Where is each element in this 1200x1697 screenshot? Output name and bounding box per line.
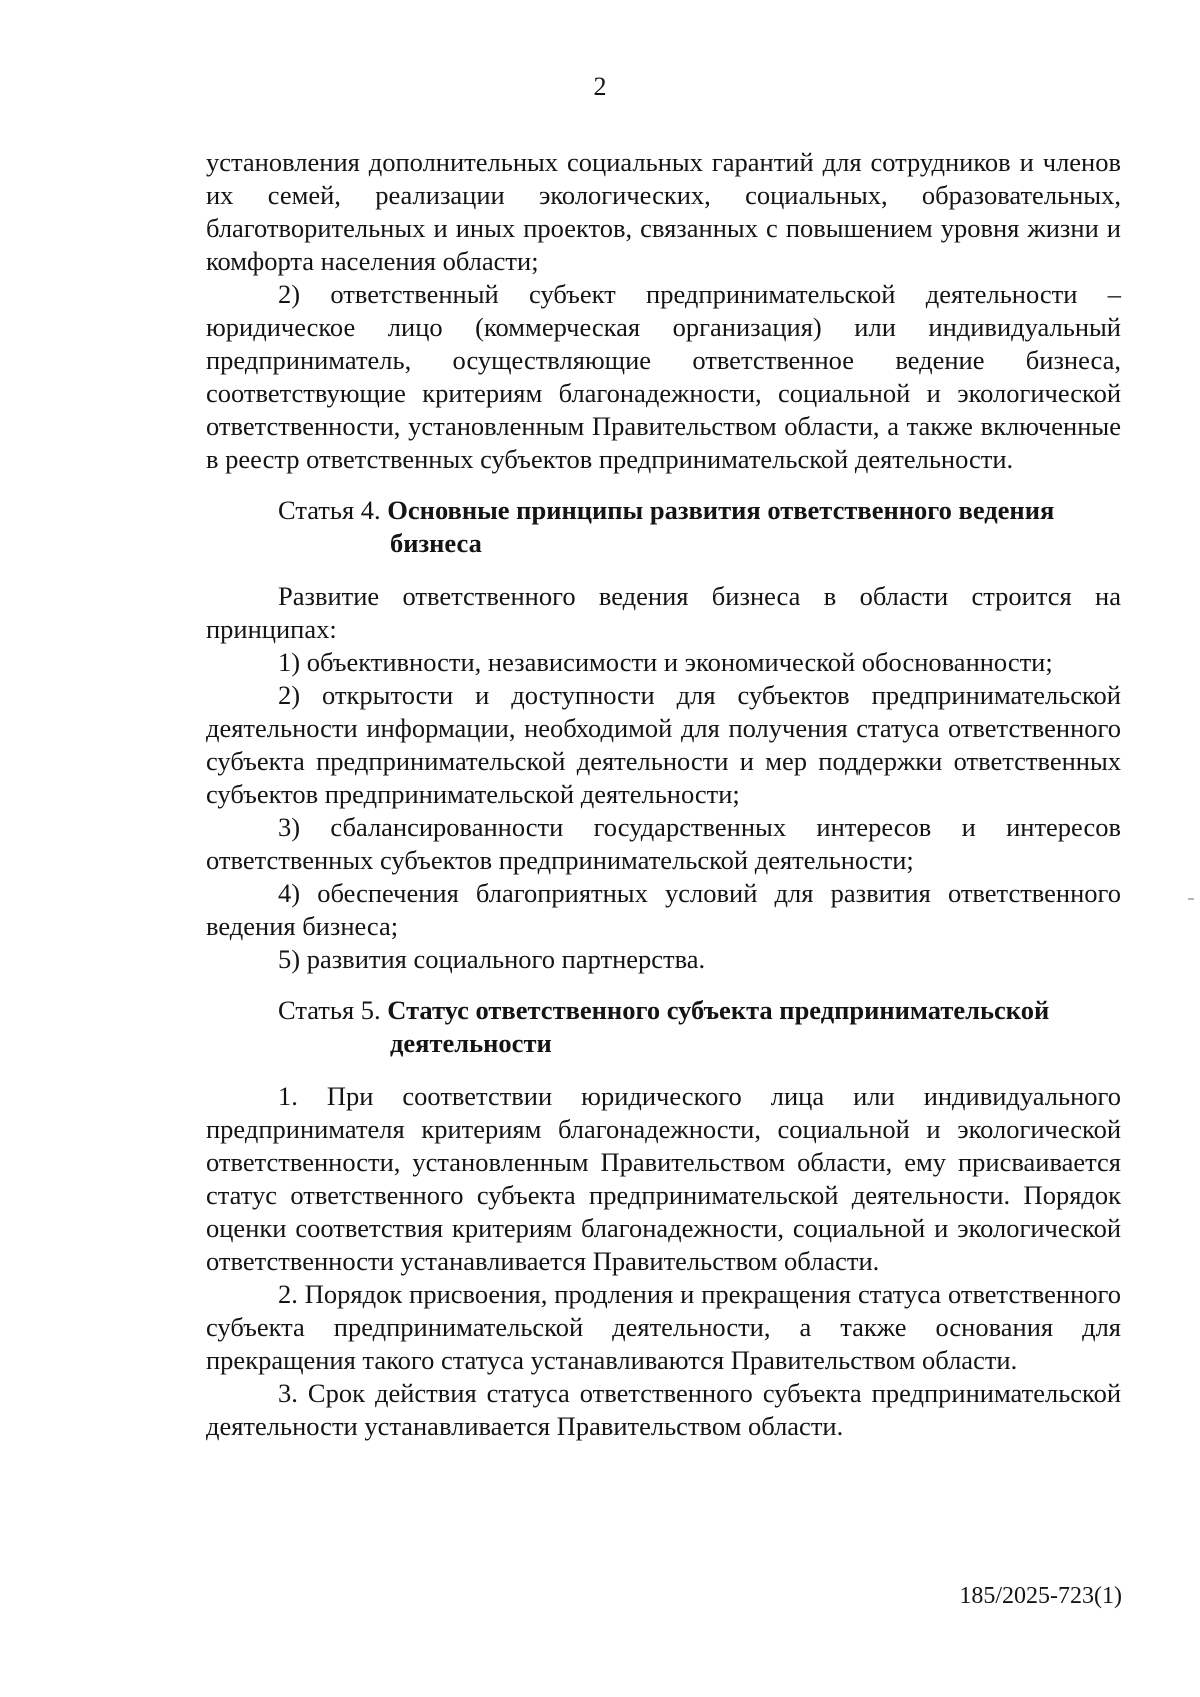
principle-1: 1) объективности, независимости и экономической обоснованности; xyxy=(278,647,1053,677)
page-number: 2 xyxy=(593,72,607,101)
principle-3: 3) сбалансированности государственных интересов и интересов ответственных субъектов предпринимательской деятельности; xyxy=(206,812,1121,875)
article-4-label: Статья 4. xyxy=(278,495,381,525)
article-4-title: Основные принципы развития ответственного ведения бизнеса xyxy=(387,495,1055,558)
article-5-label: Статья 5. xyxy=(278,995,381,1025)
article-5-title: Статус ответственного субъекта предпринимательской деятельности xyxy=(387,995,1050,1058)
principles-intro: Развитие ответственного ведения бизнеса в области строится на принципах: xyxy=(206,581,1121,644)
principle-4: 4) обеспечения благоприятных условий для развития ответственного ведения бизнеса; xyxy=(206,878,1121,941)
definition-item-2: 2) ответственный субъект предпринимательской деятельности – юридическое лицо (коммерческая организация) или индивидуальный предприниматель, осуществляющие ответственное ведение бизнеса, соответствующие критериям благонадежности, социальной и экологической ответственности, установленным Правительством области, а также включенные в реестр ответственных субъектов предпринимательской деятельности. xyxy=(206,279,1121,474)
scan-artifact xyxy=(1188,898,1194,900)
document-body xyxy=(206,146,1121,1443)
article-4-heading xyxy=(278,494,1121,560)
principle-2: 2) открытости и доступности для субъектов предпринимательской деятельности информации, необходимой для получения статуса ответственного субъекта предпринимательской деятельности и мер поддержки ответственных субъектов предпринимательской деятельности; xyxy=(206,680,1121,809)
article-5-heading xyxy=(278,994,1121,1060)
document-code: 185/2025-723(1) xyxy=(959,1583,1122,1609)
paragraph-continuation: установления дополнительных социальных гарантий для сотрудников и членов их семей, реализации экологических, социальных, образовательных, благотворительных и иных проектов, связанных с повышением уровня жизни и комфорта населения области; xyxy=(206,147,1121,276)
status-clause-1: 1. При соответствии юридического лица или индивидуального предпринимателя критериям благонадежности, социальной и экологической ответственности, установленным Правительством области, ему присваивается статус ответственного субъекта предпринимательской деятельности. Порядок оценки соответствия критериям благонадежности, социальной и экологической ответственности устанавливается Правительством области. xyxy=(206,1081,1121,1276)
status-clause-2: 2. Порядок присвоения, продления и прекращения статуса ответственного субъекта предпринимательской деятельности, а также основания для прекращения такого статуса устанавливаются Правительством области. xyxy=(206,1279,1121,1375)
status-clause-3: 3. Срок действия статуса ответственного субъекта предпринимательской деятельности устанавливается Правительством области. xyxy=(206,1378,1121,1441)
principle-5: 5) развития социального партнерства. xyxy=(278,944,706,974)
